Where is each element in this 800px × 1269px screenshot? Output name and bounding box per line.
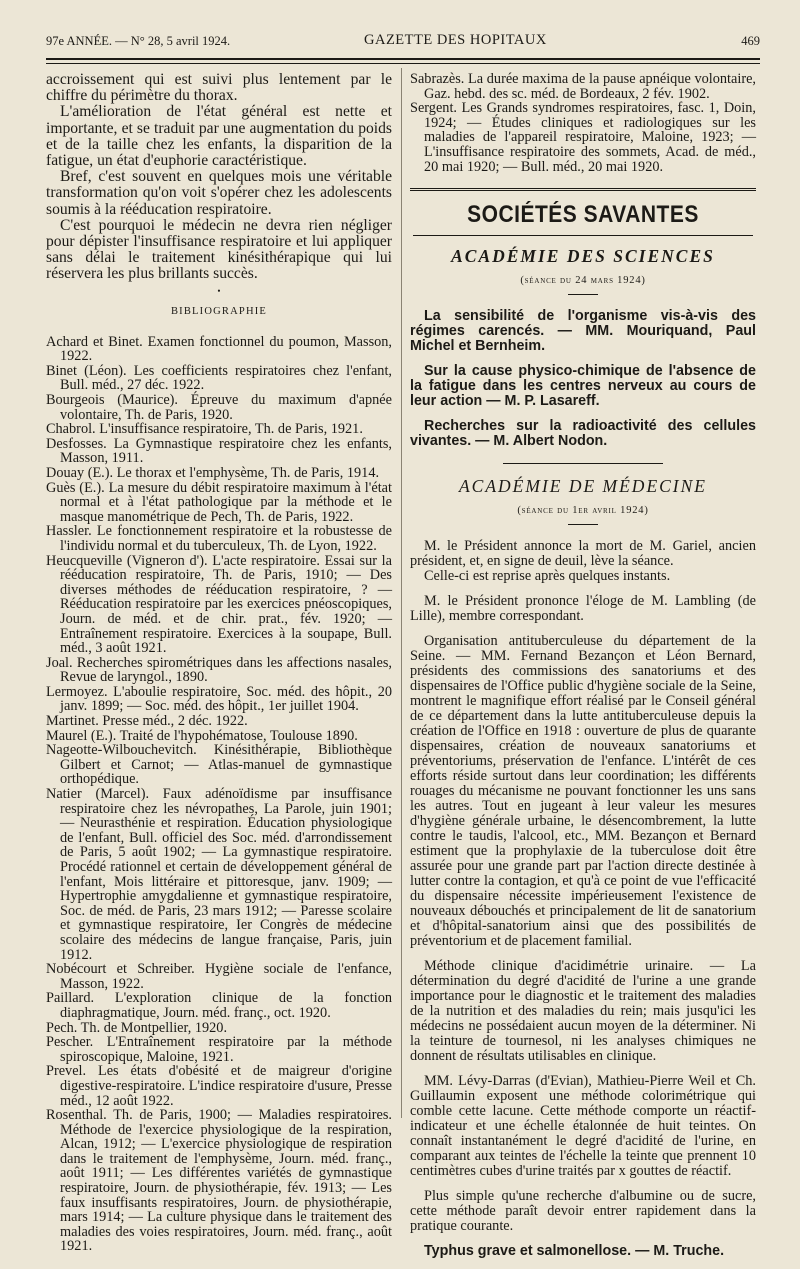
bibliography-entry: Prevel. Les états d'obésité et de maigreur d'origine digestive-respiratoire. L'indice respiratoire d'usure, Presse méd., 12 août 1922. <box>46 1063 392 1109</box>
bibliography-entry: Achard et Binet. Examen fonctionnel du poumon, Masson, 1922. <box>46 333 392 365</box>
section-title: SOCIÉTÉS SAVANTES <box>467 201 699 228</box>
proceedings-paragraph: Méthode clinique d'acidimétrie urinaire. — La détermination du degré d'acidité de l'urine a une grande importance pour le diagnostic et le traitement des maladies de la nutrition et des maladies du rein; mais jusqu'ici les médecins ne possédaient aucun moyen de la déterminer. Ni la teinture de tournesol, ni les analyses chimiques ne donnent de résultats utilisables en clinique. <box>410 958 756 1065</box>
journal-title: GAZETTE DES HOPITAUX <box>364 32 547 48</box>
bibliography-entry: Douay (E.). Le thorax et l'emphysème, Th. de Paris, 1914. <box>46 464 380 481</box>
communication: La sensibilité de l'organisme vis-à-vis des régimes carencés. — MM. Mouriquand, Paul Michel et Bernheim. <box>410 308 756 355</box>
bibliography-entry: Bourgeois (Maurice). Épreuve du maximum d'apnée volontaire, Th. de Paris, 1920. <box>46 392 392 423</box>
column-divider <box>401 68 402 1118</box>
bibliography-entry: Pescher. L'Entraînement respiratoire par la méthode spiroscopique, Maloine, 1921. <box>46 1034 392 1065</box>
body-paragraph: Bref, c'est souvent en quelques mois une véritable transformation qu'on voit s'opérer chez les adolescents soumis à la rééducation respiratoire. <box>46 168 392 218</box>
bibliography-entry: Heucqueville (Vigneron d'). L'acte respiratoire. Essai sur la rééducation respiratoire, Th. de Paris, 1910; — Des diverses méthodes de rééducation respiratoire, ? — Rééducation respiratoire par les exercices pnéoscopiques, Journ. de méd. et de chir. prat., fév. 1920; — Entraînement respiratoire. Exercices à la soupape, Bull. méd., 3 août 1921. <box>46 552 392 657</box>
bibliography-continued <box>410 72 756 174</box>
right-column <box>410 72 756 1269</box>
short-rule <box>568 294 598 295</box>
proceedings-paragraph: M. le Président annonce la mort de M. Gariel, ancien président, et, en signe de deuil, lève la séance. <box>410 538 756 570</box>
body-paragraph: L'amélioration de l'état général est nette et importante, et se traduit par une augmentation du poids et de la taille chez les enfants, la disparition de la fatigue, un état d'euphorie caractéristique. <box>46 103 392 170</box>
bibliography-entry: Paillard. L'exploration clinique de la fonction diaphragmatique, Journ. méd. franç., oct. 1920. <box>46 990 392 1021</box>
bibliography-entry: Chabrol. L'insuffisance respiratoire, Th. de Paris, 1921. <box>46 421 363 438</box>
bibliography-entry: Joal. Recherches spirométriques dans les affections nasales, Revue de laryngol., 1890. <box>46 654 392 686</box>
page-number: 469 <box>741 34 760 48</box>
left-column <box>46 72 392 1254</box>
bibliography-entry: Binet (Léon). Les coefficients respiratoires chez l'enfant, Bull. méd., 27 déc. 1922. <box>46 362 392 394</box>
header-rule-thin <box>46 63 760 64</box>
communication: Typhus grave et salmonellose. — M. Truche. <box>424 1243 725 1260</box>
proceedings-paragraph: Plus simple qu'une recherche d'albumine ou de sucre, cette méthode paraît devoir entrer rapidement dans la pratique courante. <box>410 1188 756 1235</box>
bibliography-entry: Nageotte-Wilbouchevitch. Kinésithérapie, Bibliothèque Gilbert et Carnot; — Atlas-manuel de gymnastique orthopédique. <box>46 742 392 788</box>
body-paragraph: C'est pourquoi le médecin ne devra rien négliger pour dépister l'insuffisance respiratoire et lui appliquer sans délai le traitement kinésithérapique qui lui réservera les plus brillants succès. <box>46 216 392 283</box>
bibliography-entry: Maurel (E.). Traité de l'hypohématose, Toulouse 1890. <box>46 727 358 744</box>
section-subrule <box>413 235 753 236</box>
proceedings-paragraph: MM. Lévy-Darras (d'Evian), Mathieu-Pierre Weil et Ch. Guillaumin exposent une méthode colorimétrique qui comble cette lacune. Cette méthode comporte un réactif-indicateur et une échelle étalonnée de huit teintes. On connaît instantanément le degré d'acidité de l'urine, en comparant aux teintes de l'échelle la teinte que prennent 10 centimètres cubes d'urine traités par x gouttes de réactif. <box>410 1073 756 1180</box>
body-paragraph: accroissement qui est suivi plus lentement par le chiffre du périmètre du thorax. <box>46 71 392 105</box>
bibliography-entry: Lermoyez. L'aboulie respiratoire, Soc. méd. des hôpit., 20 janv. 1899; — Soc. méd. des hôpit., 1er juillet 1904. <box>46 683 392 715</box>
academy-medecine-heading: ACADÉMIE DE MÉDECINE <box>458 476 707 497</box>
bibliography-list <box>46 335 392 1254</box>
header-rule <box>46 58 760 60</box>
proceedings-paragraph: Organisation antituberculeuse du département de la Seine. — MM. Fernand Bezançon et Léon Bernard, présidents des commissions des sanatoriums et des dispensaires de l'Office public d'hygiène sociale de la Seine, montrent le magnifique effort réalisé par le Conseil général de ce département dans la lutte antituberculeuse depuis la création de l'Office en 1918 : ouverture de plus de quarante dispensaires, création de nouveaux sanatoriums et préventoriums, préservation de l'enfance. L'intérêt de ces efforts réside surtout dans leur coordination; les différents rouages du mécanisme ne pouvant fonctionner les uns sans les autres. Tout en jugeant à leur valeur les mesures d'hygiène générale urbaine, le désencombrement, la lutte contre le taudis, l'alcool, etc., MM. Bezançon et Bernard estiment que la prophylaxie de la tuberculose doit être assurée pour une grande part par l'action directe destinée à lutter contre la contagion, et qu'à ce point de vue l'efficacité du dispensaire nécessite impérieusement l'existence de nouveaux débouchés et principalement de lit de sanatorium et d'hôpital-sanatorium ainsi que des possibilités de préventorium et de placement familial. <box>410 633 756 950</box>
proceedings-paragraph: Celle-ci est reprise après quelques instants. <box>424 568 671 585</box>
communication: Sur la cause physico-chimique de l'absence de la fatigue dans les centres nerveux au cours de leur action — M. P. Lasareff. <box>410 363 756 410</box>
proceedings-paragraph: M. le Président prononce l'éloge de M. Lambling (de Lille), membre correspondant. <box>410 593 756 625</box>
communication: Recherches sur la radioactivité des cellules vivantes. — M. Albert Nodon. <box>410 418 756 450</box>
bibliography-entry: Nobécourt et Schreiber. Hygiène sociale de l'enfance, Masson, 1922. <box>46 961 392 992</box>
bibliography-entry: Sabrazès. La durée maxima de la pause apnéique volontaire, Gaz. hebd. des sc. méd. de Bordeaux, 2 fév. 1902. <box>410 71 756 102</box>
bibliography-entry: Hassler. Le fonctionnement respiratoire et la robustesse de l'individu normal et du tuberculeux, Th. de Lyon, 1922. <box>46 523 392 554</box>
session-date: (séance du 1er avril 1924) <box>517 505 649 517</box>
issue-info: 97e ANNÉE. — N° 28, 5 avril 1924. <box>46 34 231 48</box>
separator-rule <box>503 463 663 464</box>
bibliography-heading: BIBLIOGRAPHIE <box>170 305 268 317</box>
session-date: (séance du 24 mars 1924) <box>520 275 646 287</box>
ornament-dot: • <box>217 285 221 296</box>
bibliography-entry: Martinet. Presse méd., 2 déc. 1922. <box>46 713 248 730</box>
short-rule <box>568 524 598 525</box>
section-rule <box>410 188 756 191</box>
bibliography-entry: Sergent. Les Grands syndromes respiratoires, fasc. 1, Doin, 1924; — Études cliniques et radiologiques sur les maladies de l'appareil respiratoire, Maloine, 1923; — L'insuffisance respiratoire des sommets, Acad. de méd., 20 mai 1920; — Bull. méd., 20 mai 1920. <box>410 100 756 175</box>
bibliography-entry: Guès (E.). La mesure du débit respiratoire maximum à l'état normal et à l'état pathologique par la méthode et le masque manométrique de Pech, Th. de Paris, 1922. <box>46 479 392 525</box>
running-header <box>46 32 760 54</box>
bibliography-entry: Natier (Marcel). Faux adénoïdisme par insuffisance respiratoire chez les névropathes, La Parole, juin 1901; — Neurasthénie et respiration. Éducation physiologique de l'enfant, Bull. officiel des Soc. méd. d'arrondissement de Paris, 5 août 1902; — La gymnastique respiratoire. Procédé rationnel et certain de développement général de l'enfant, Mois littéraire et pittoresque, janv. 1909; — Hypertrophie amygdalienne et gymnastique respiratoire, Soc. de méd. de Paris, 23 mars 1912; — Paresse scolaire et gymnastique respiratoire, Ier Congrès de médecine scolaire des médecins de langue française, Paris, juin 1912. <box>46 786 392 963</box>
bibliography-entry: Pech. Th. de Montpellier, 1920. <box>46 1019 228 1036</box>
bibliography-entry: Desfosses. La Gymnastique respiratoire chez les enfants, Masson, 1911. <box>46 435 392 467</box>
academy-sciences-heading: ACADÉMIE DES SCIENCES <box>451 246 715 267</box>
bibliography-entry: Rosenthal. Th. de Paris, 1900; — Maladies respiratoires. Méthode de l'exercice physiologique de la respiration, Alcan, 1912; — L'exercice physiologique de respiration dans le traitement de l'emphysème, Journ. méd. franç., août 1911; — Les différentes variétés de gymnastique respiratoire, Journ. de physiothérapie, fév. 1913; — Les faux insuffisants respiratoires, Journ. de physiothérapie, mars 1914; — La culture physique dans le traitement des maladies des voies respiratoires, Journ. méd. franç., août 1921. <box>46 1107 392 1255</box>
